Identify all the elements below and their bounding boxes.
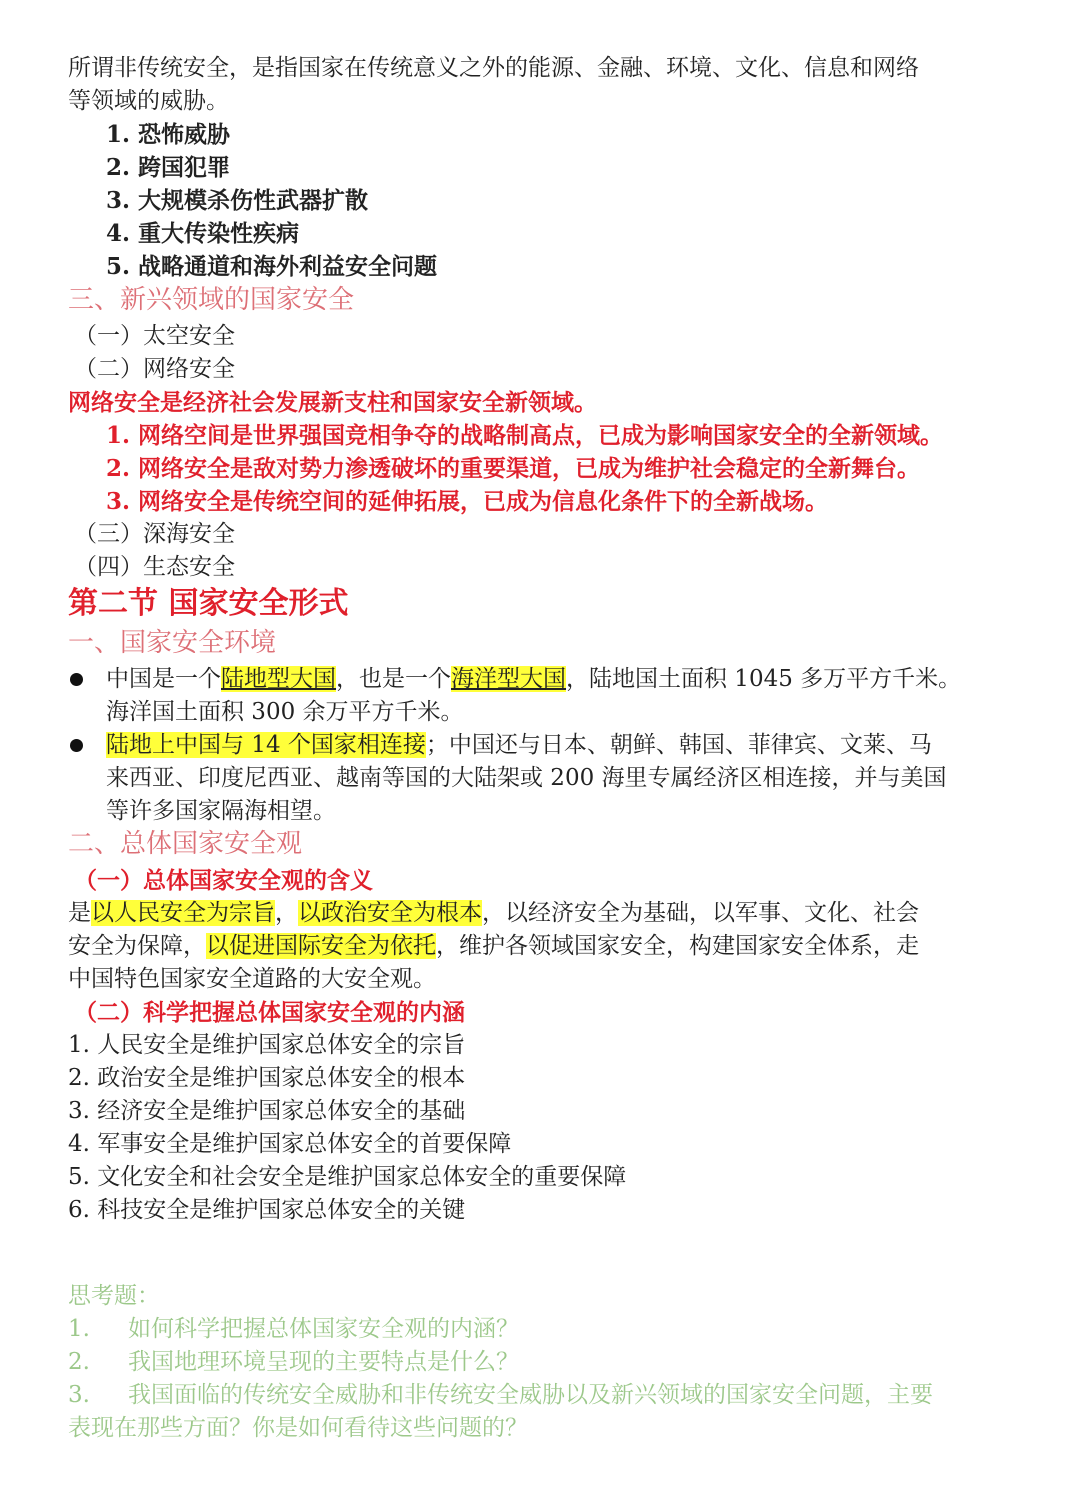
highlight: 以政治安全为根本 <box>298 900 482 926</box>
list-item: 5. 战略通道和海外利益安全问题 <box>106 253 438 280</box>
list-item: 3. 大规模杀伤性武器扩散 <box>106 187 369 214</box>
list-item: 2. 政治安全是维护国家总体安全的根本 <box>68 1065 466 1091</box>
bullet-text: 陆地上中国与 14 个国家相连接；中国还与日本、朝鲜、韩国、菲律宾、文莱、马 <box>106 732 932 758</box>
highlight: 陆地型大国 <box>221 666 336 692</box>
subsection-heading: （二）科学把握总体国家安全观的内涵 <box>74 999 465 1026</box>
paragraph-line: 是以人民安全为宗旨，以政治安全为根本，以经济安全为基础，以军事、文化、社会 <box>68 900 919 926</box>
questions-heading: 思考题： <box>68 1283 160 1309</box>
question-item: 1. 如何科学把握总体国家安全观的内涵？ <box>68 1316 519 1342</box>
question-item: 2. 我国地理环境呈现的主要特点是什么？ <box>68 1349 519 1375</box>
section-heading: 二、总体国家安全观 <box>68 829 303 859</box>
subsection-heading: （一）太空安全 <box>74 323 235 349</box>
list-item: 1. 恐怖威胁 <box>106 121 231 148</box>
question-item: 3. 我国面临的传统安全威胁和非传统安全威胁以及新兴领域的国家安全问题，主要 <box>68 1382 933 1408</box>
subsection-heading: （二）网络安全 <box>74 356 235 382</box>
list-item: 4. 重大传染性疾病 <box>106 220 300 247</box>
list-item: 5. 文化安全和社会安全是维护国家总体安全的重要保障 <box>68 1164 627 1190</box>
section-heading: 三、新兴领域的国家安全 <box>68 285 355 315</box>
bullet-text-cont: 等许多国家隔海相望。 <box>106 798 336 824</box>
list-item: 1. 人民安全是维护国家总体安全的宗旨 <box>68 1032 466 1058</box>
cyber-statement: 网络安全是经济社会发展新支柱和国家安全新领域。 <box>68 389 597 416</box>
paragraph-line: 安全为保障，以促进国际安全为依托，维护各领域国家安全，构建国家安全体系，走 <box>68 933 919 959</box>
question-item-cont: 表现在那些方面？你是如何看待这些问题的？ <box>68 1415 528 1441</box>
list-item: 6. 科技安全是维护国家总体安全的关键 <box>68 1197 466 1223</box>
subsection-heading: （四）生态安全 <box>74 554 235 580</box>
highlight: 以促进国际安全为依托 <box>206 933 436 959</box>
section-heading: 一、国家安全环境 <box>68 628 277 658</box>
cyber-point: 2. 网络安全是敌对势力渗透破坏的重要渠道，已成为维护社会稳定的全新舞台。 <box>106 455 921 482</box>
highlight: 海洋型大国 <box>451 666 566 692</box>
highlight: 以人民安全为宗旨 <box>91 900 275 926</box>
bullet-text: 中国是一个陆地型大国，也是一个海洋型大国，陆地国土面积 1045 多万平方千米。 <box>106 666 962 692</box>
paragraph-line: 中国特色国家安全道路的大安全观。 <box>68 966 436 992</box>
list-item: 4. 军事安全是维护国家总体安全的首要保障 <box>68 1131 512 1157</box>
cyber-point: 3. 网络安全是传统空间的延伸拓展，已成为信息化条件下的全新战场。 <box>106 488 829 515</box>
highlight: 陆地上中国与 14 个国家相连接 <box>106 732 426 758</box>
chapter-title: 第二节 国家安全形式 <box>68 586 349 621</box>
subsection-heading: （三）深海安全 <box>74 521 235 547</box>
cyber-point: 1. 网络空间是世界强国竞相争夺的战略制高点，已成为影响国家安全的全新领域。 <box>106 422 944 449</box>
intro-line-2: 等领域的威胁。 <box>68 88 229 114</box>
bullet-text-cont: 海洋国土面积 300 余万平方千米。 <box>106 699 464 725</box>
list-item: 3. 经济安全是维护国家总体安全的基础 <box>68 1098 466 1124</box>
intro-line-1: 所谓非传统安全，是指国家在传统意义之外的能源、金融、环境、文化、信息和网络 <box>68 55 919 81</box>
list-item: 2. 跨国犯罪 <box>106 154 231 181</box>
bullet-text-cont: 来西亚、印度尼西亚、越南等国的大陆架或 200 海里专属经济区相连接，并与美国 <box>106 765 947 791</box>
subsection-heading: （一）总体国家安全观的含义 <box>74 867 373 894</box>
